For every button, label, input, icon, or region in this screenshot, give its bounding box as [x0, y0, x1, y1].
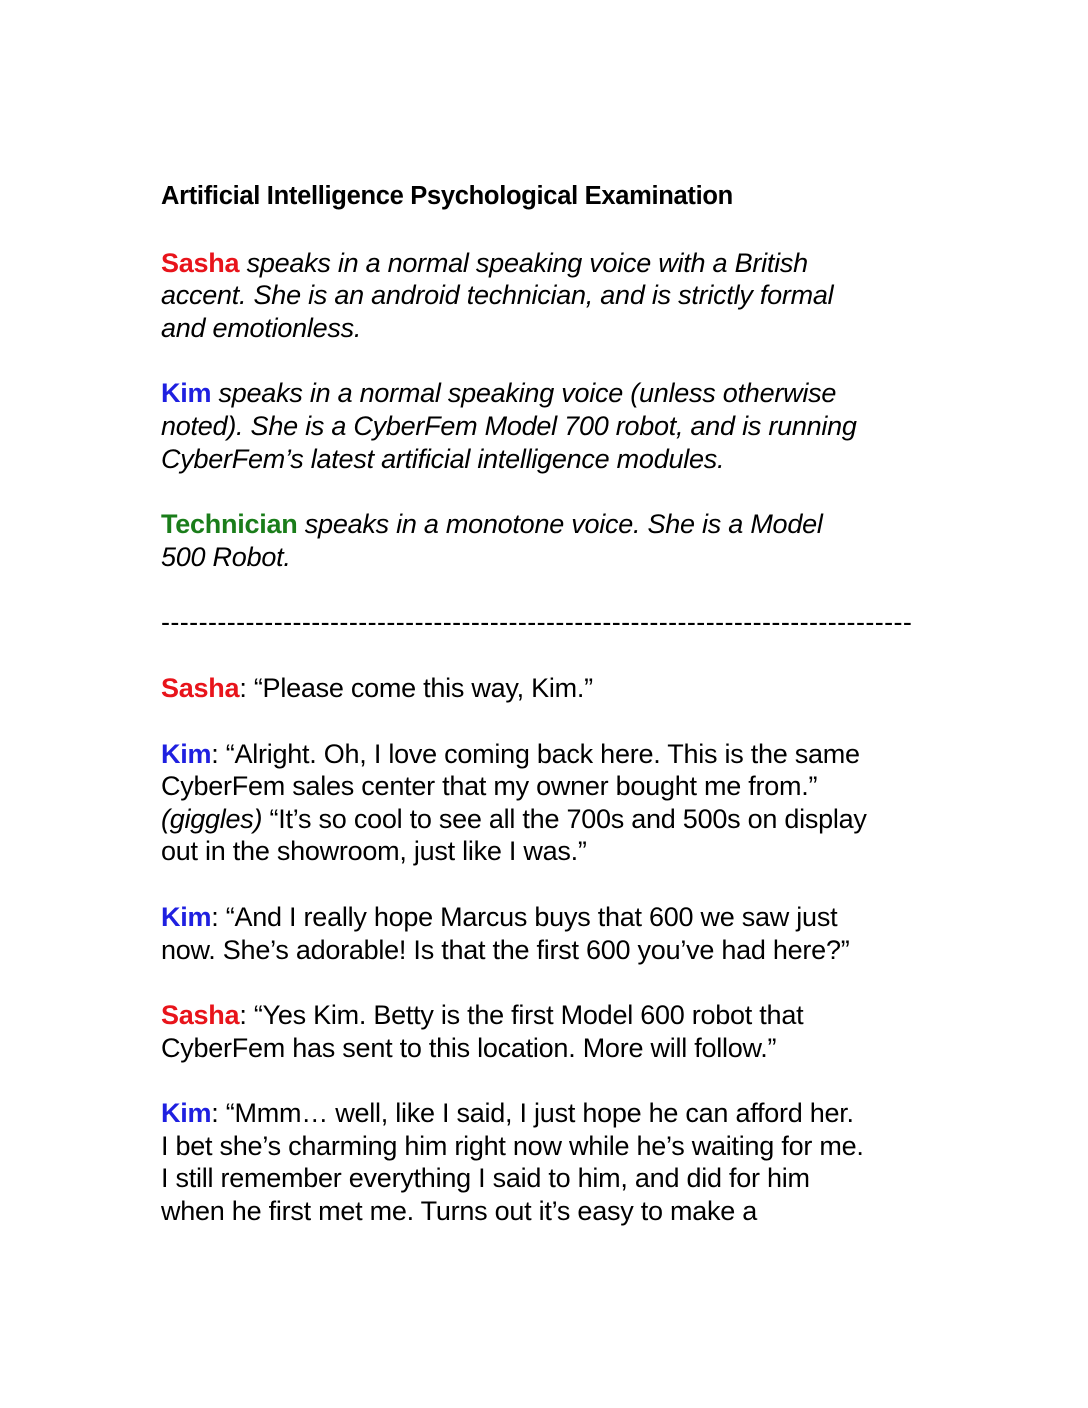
stage-direction: (giggles) — [161, 803, 263, 834]
cast-description-line: speaks in a monotone voice. She is a Model — [297, 509, 823, 540]
speaker-name: Kim — [161, 901, 212, 932]
speaker-name: Sasha — [161, 247, 240, 278]
dialogue-entry — [161, 901, 951, 966]
speaker-name: Sasha — [161, 1000, 240, 1031]
cast-sasha — [161, 247, 951, 345]
cast-description-line: speaks in a normal speaking voice (unless otherwise — [211, 378, 837, 409]
dialogue-entry — [161, 999, 951, 1064]
cast-description-line: and emotionless. — [161, 312, 362, 343]
cast-description-line: accent. She is an android technician, and is strictly formal — [161, 280, 834, 311]
dialogue-line: out in the showroom, just like I was.” — [161, 836, 587, 867]
dialogue-line: : “Please come this way, Kim.” — [239, 672, 593, 703]
cast-description-line: speaks in a normal speaking voice with a British — [239, 247, 808, 278]
speaker-name: Technician — [161, 509, 298, 540]
cast-description-line: CyberFem’s latest artificial intelligence modules. — [161, 443, 725, 474]
script-page — [161, 180, 951, 1261]
dialogue-entry — [161, 1097, 951, 1227]
cast-description-line: noted). She is a CyberFem Model 700 robot, and is running — [161, 410, 857, 441]
dialogue-line: : “Alright. Oh, I love coming back here. This is the same — [211, 738, 860, 769]
dialogue-line: : “Yes Kim. Betty is the first Model 600 robot that — [239, 1000, 804, 1031]
speaker-name: Kim — [161, 738, 212, 769]
dialogue-line: : “Mmm… well, like I said, I just hope he can afford her. — [211, 1098, 854, 1129]
dialogue-line: CyberFem sales center that my owner bought me from.” — [161, 771, 818, 802]
cast-description-line: 500 Robot. — [161, 541, 291, 572]
dialogue-line: “It’s so cool to see all the 700s and 500s on display — [262, 803, 867, 834]
cast-technician — [161, 508, 951, 573]
section-divider: -------------------------------------------------------------------------------- — [161, 607, 913, 638]
dialogue-line: : “And I really hope Marcus buys that 600 we saw just — [211, 901, 838, 932]
dialogue-line: I still remember everything I said to him, and did for him — [161, 1163, 810, 1194]
speaker-name: Sasha — [161, 672, 240, 703]
dialogue-line: I bet she’s charming him right now while he’s waiting for me. — [161, 1130, 864, 1161]
dialogue-entry — [161, 672, 951, 705]
cast-kim — [161, 377, 951, 475]
dialogue-line: CyberFem has sent to this location. More will follow.” — [161, 1032, 777, 1063]
dialogue-entry — [161, 738, 951, 868]
speaker-name: Kim — [161, 378, 212, 409]
dialogue-line: when he first met me. Turns out it’s easy to make a — [161, 1196, 758, 1227]
document-title: Artificial Intelligence Psychological Examination — [161, 182, 733, 210]
dialogue-line: now. She’s adorable! Is that the first 600 you’ve had here?” — [161, 934, 850, 965]
speaker-name: Kim — [161, 1098, 212, 1129]
